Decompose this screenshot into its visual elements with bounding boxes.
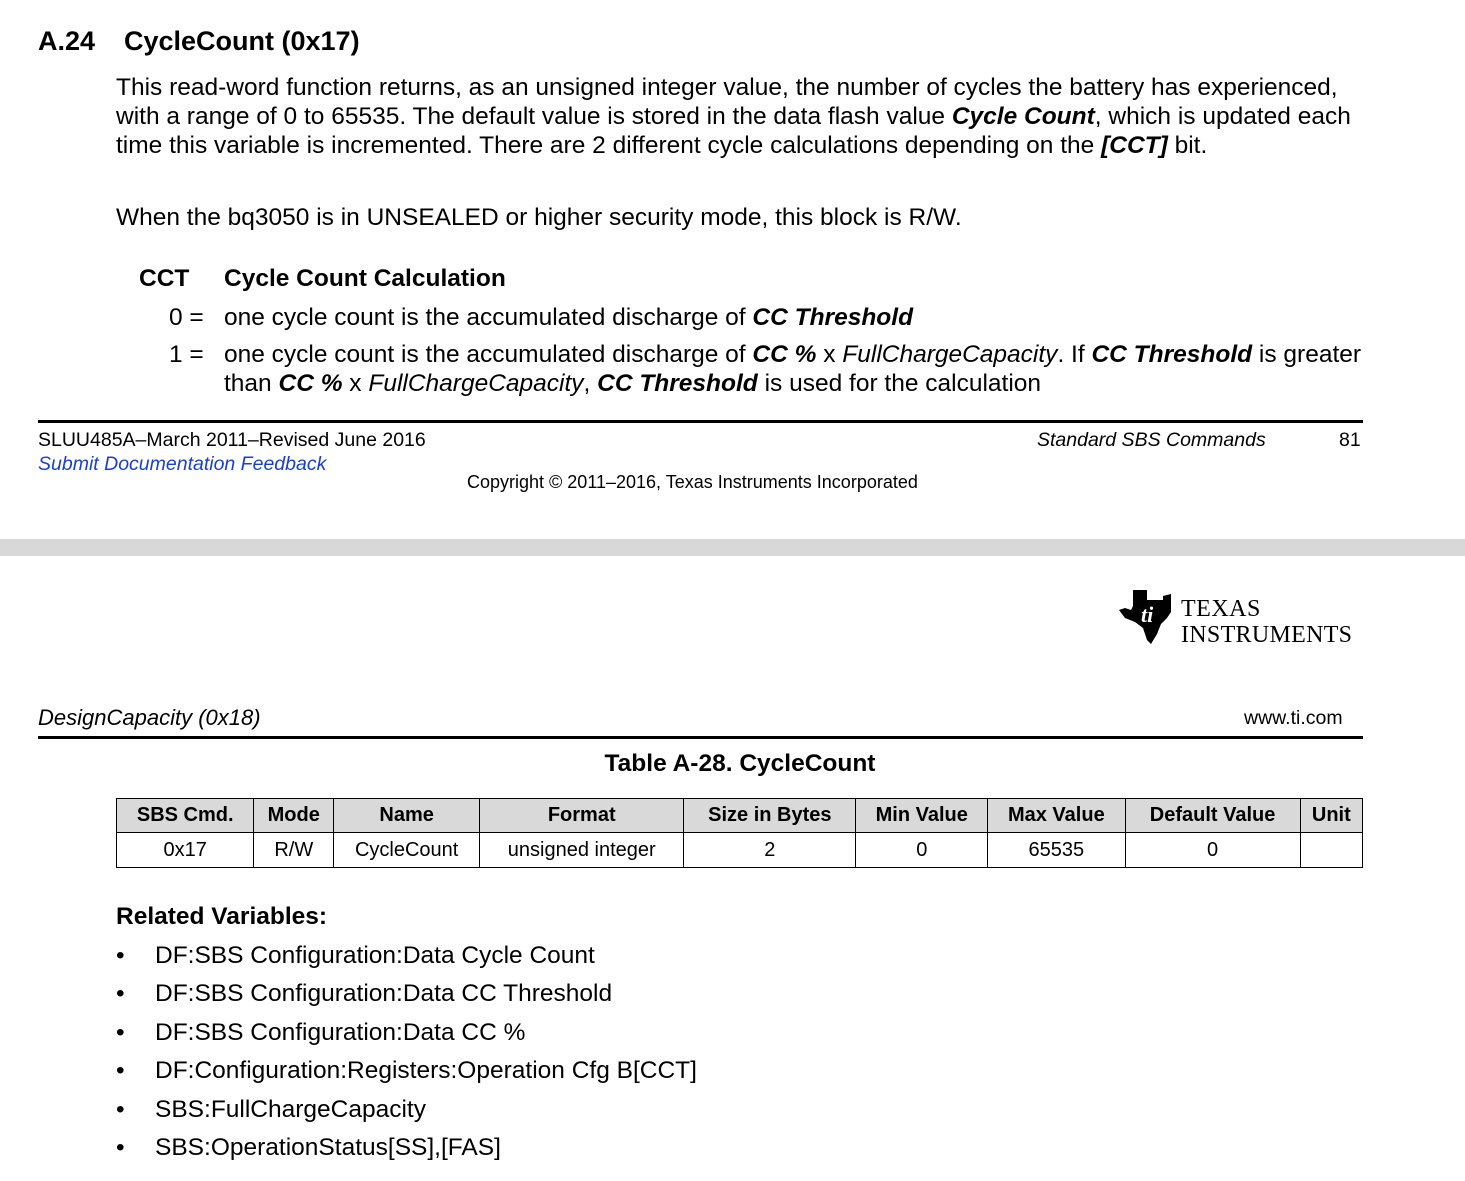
doc-id: SLUU485A–March 2011–Revised June 2016	[38, 429, 426, 451]
svg-text:ti: ti	[1141, 602, 1154, 627]
para-text: bit.	[1167, 132, 1208, 159]
bullet: •	[116, 980, 125, 1008]
running-header: DesignCapacity (0x18)	[38, 705, 261, 730]
text: . If	[1057, 341, 1092, 368]
list-item	[116, 1132, 697, 1170]
text: one cycle count is the accumulated discharge of	[224, 341, 753, 368]
col-unit: Unit	[1300, 799, 1362, 833]
cct-key: CCT	[139, 265, 190, 292]
related-variable: SBS:FullChargeCapacity	[155, 1095, 426, 1123]
col-format: Format	[480, 799, 684, 833]
cell-mode: R/W	[254, 833, 334, 868]
table-header-row	[117, 799, 1363, 833]
copyright: Copyright © 2011–2016, Texas Instruments Incorporated	[467, 472, 918, 492]
cc-percent-term: CC %	[752, 341, 817, 368]
cct-title: Cycle Count Calculation	[224, 265, 506, 292]
col-max: Max Value	[988, 799, 1125, 833]
related-variable: DF:SBS Configuration:Data CC Threshold	[155, 980, 613, 1008]
cc-threshold-term: CC Threshold	[1091, 341, 1253, 368]
col-name: Name	[334, 799, 480, 833]
cct-option-key: 0 =	[169, 304, 204, 331]
text: x	[342, 370, 369, 397]
para-text: , which is updated each time this variable is incremented. There are 2 different cycle calculations depending on the	[116, 103, 1351, 159]
bullet: •	[116, 1018, 125, 1046]
ti-logo	[1117, 588, 1367, 648]
cct-term: [CCT]	[1101, 132, 1168, 159]
cct-heading	[139, 265, 506, 293]
cct-option-text	[224, 340, 1364, 398]
cell-min: 0	[856, 833, 988, 868]
col-sbs-cmd: SBS Cmd.	[117, 799, 254, 833]
cell-max: 65535	[988, 833, 1125, 868]
related-variable: DF:SBS Configuration:Data CC %	[155, 1018, 526, 1046]
list-item	[116, 978, 697, 1016]
cct-option-key: 1 =	[169, 341, 204, 368]
cell-default: 0	[1125, 833, 1300, 868]
page-separator	[0, 539, 1465, 556]
cct-option-text	[224, 303, 1364, 332]
cc-threshold-term: CC Threshold	[597, 370, 758, 397]
bullet: •	[116, 1095, 125, 1123]
cell-sbs-cmd: 0x17	[117, 833, 254, 868]
para-text: This read-word function returns, as an unsigned integer value, the number of cycles the battery has experienced, with a range of 0 to 65535. The default value is stored in the data flash value	[116, 74, 1338, 130]
related-variable: SBS:OperationStatus[SS],[FAS]	[155, 1133, 501, 1161]
ti-logo-icon	[1117, 588, 1177, 646]
cell-format: unsigned integer	[480, 833, 684, 868]
cell-size: 2	[684, 833, 856, 868]
list-item	[116, 1055, 697, 1093]
footer-rule	[38, 420, 1363, 423]
cct-option-0	[169, 303, 1369, 332]
section-heading	[38, 26, 360, 57]
cell-unit	[1300, 833, 1362, 868]
cyclecount-table	[116, 798, 1363, 868]
list-item	[116, 1017, 697, 1055]
cct-option-1	[169, 340, 1369, 397]
table-caption: Table A-28. CycleCount	[604, 750, 876, 777]
section-title: CycleCount (0x17)	[124, 26, 360, 56]
col-default: Default Value	[1125, 799, 1300, 833]
col-min: Min Value	[856, 799, 988, 833]
security-paragraph: When the bq3050 is in UNSEALED or higher security mode, this block is R/W.	[116, 204, 962, 231]
bullet: •	[116, 942, 125, 969]
feedback-link[interactable]: Submit Documentation Feedback	[38, 453, 327, 475]
header-rule	[38, 736, 1363, 739]
bullet: •	[116, 1057, 125, 1085]
text: ,	[583, 370, 598, 397]
footer-section-name: Standard SBS Commands	[1037, 429, 1266, 451]
cell-name: CycleCount	[334, 833, 480, 868]
list-item	[116, 940, 697, 978]
related-variables-heading: Related Variables:	[116, 903, 328, 930]
table-row	[117, 833, 1363, 868]
full-charge-capacity-term: FullChargeCapacity	[368, 370, 584, 397]
logo-text-texas: TEXAS	[1181, 596, 1261, 622]
page-number: 81	[1339, 429, 1361, 451]
full-charge-capacity-term: FullChargeCapacity	[842, 341, 1058, 368]
related-variables-list	[116, 940, 697, 1170]
description-paragraph	[116, 73, 1366, 160]
text: is greater than	[224, 341, 1362, 397]
text: x	[816, 341, 843, 368]
text: one cycle count is the accumulated discharge of	[224, 304, 753, 331]
bullet: •	[116, 1133, 125, 1161]
list-item	[116, 1094, 697, 1132]
cycle-count-term: Cycle Count	[951, 103, 1095, 130]
section-number: A.24	[38, 26, 96, 56]
col-size: Size in Bytes	[684, 799, 856, 833]
related-variable: DF:Configuration:Registers:Operation Cfg B[CCT]	[155, 1057, 697, 1085]
cc-percent-term: CC %	[278, 370, 343, 397]
text: is used for the calculation	[757, 370, 1042, 397]
col-mode: Mode	[254, 799, 334, 833]
logo-text-instruments: INSTRUMENTS	[1181, 622, 1353, 648]
website: www.ti.com	[1244, 707, 1343, 729]
related-variable: DF:SBS Configuration:Data Cycle Count	[155, 942, 595, 969]
cc-threshold-term: CC Threshold	[752, 304, 914, 331]
